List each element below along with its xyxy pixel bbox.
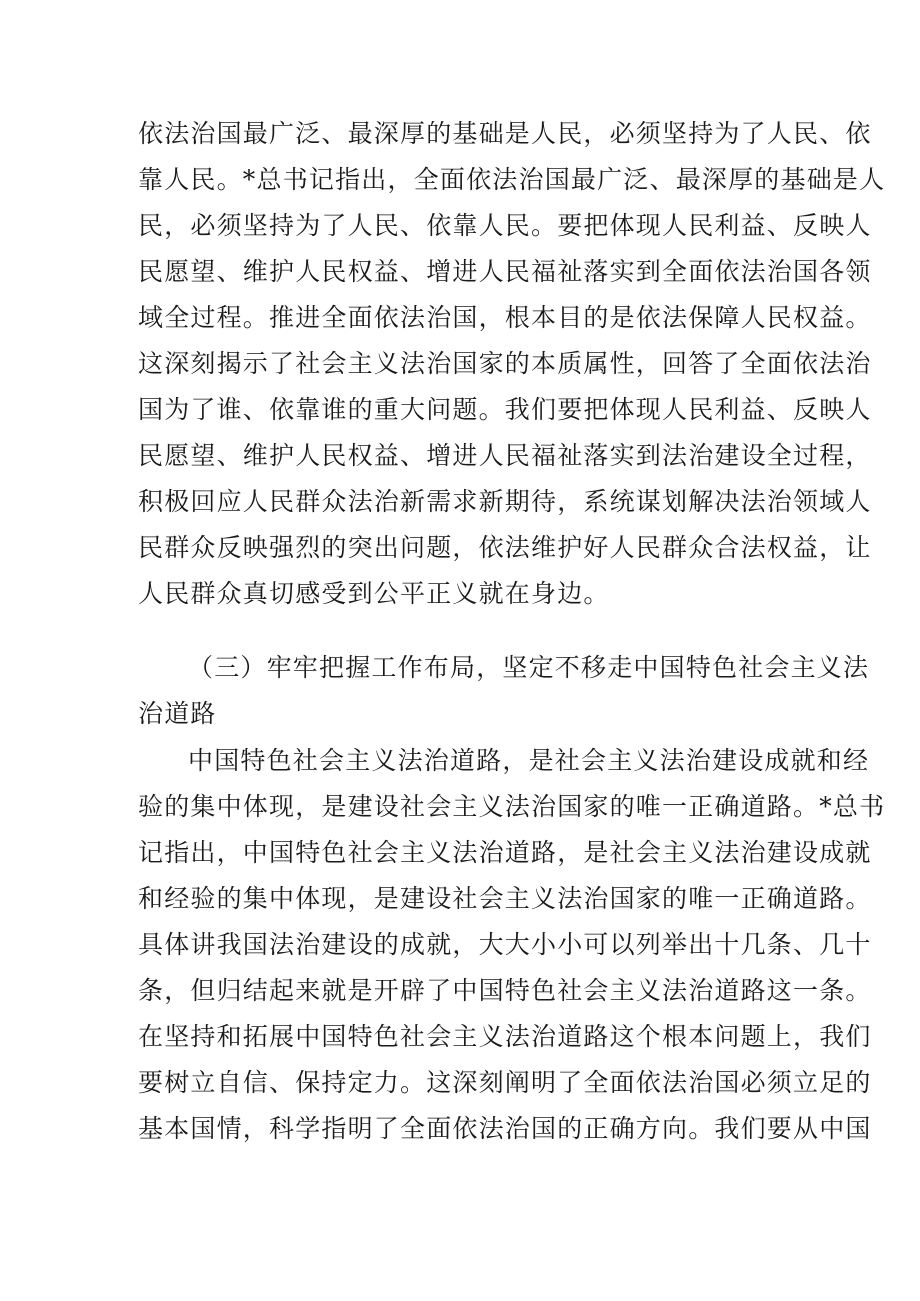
paragraph-line: 条，但归结起来就是开辟了中国特色社会主义法治道路这一条。 — [138, 976, 872, 1005]
paragraph-rule-of-law-path — [138, 738, 886, 1152]
paragraph-line: 依法治国最广泛、最深厚的基础是人民，必须坚持为了人民、依 — [138, 119, 872, 148]
paragraph-line: 和经验的集中体现，是建设社会主义法治国家的唯一正确道路。 — [138, 884, 872, 913]
paragraph-line: 人民群众真切感受到公平正义就在身边。 — [138, 579, 610, 608]
paragraph-line: 民，必须坚持为了人民、依靠人民。要把体现人民利益、反映人 — [138, 211, 872, 240]
paragraph-line: 民愿望、维护人民权益、增进人民福祉落实到法治建设全过程， — [138, 441, 872, 470]
paragraph-line: 在坚持和拓展中国特色社会主义法治道路这个根本问题上，我们 — [138, 1022, 872, 1051]
paragraph-line: 积极回应人民群众法治新需求新期待，系统谋划解决法治领域人 — [138, 487, 872, 516]
section-heading — [138, 645, 870, 737]
paragraph-line: 域全过程。推进全面依法治国，根本目的是依法保障人民权益。 — [138, 303, 872, 332]
paragraph-line: 中国特色社会主义法治道路，是社会主义法治建设成就和经 — [188, 746, 870, 775]
paragraph-line: 国为了谁、依靠谁的重大问题。我们要把体现人民利益、反映人 — [138, 395, 872, 424]
paragraph-line: 这深刻揭示了社会主义法治国家的本质属性，回答了全面依法治 — [138, 349, 872, 378]
paragraph-line: 民群众反映强烈的突出问题，依法维护好人民群众合法权益，让 — [138, 533, 872, 562]
heading-line: 治道路 — [138, 699, 217, 728]
heading-line: （三）牢牢把握工作布局，坚定不移走中国特色社会主义法 — [188, 653, 870, 682]
paragraph-line: 记指出，中国特色社会主义法治道路，是社会主义法治建设成就 — [138, 838, 872, 867]
paragraph-line: 验的集中体现，是建设社会主义法治国家的唯一正确道路。*总书 — [138, 792, 886, 821]
paragraph-line: 基本国情，科学指明了全面依法治国的正确方向。我们要从中国 — [138, 1114, 872, 1143]
paragraph-line: 靠人民。*总书记指出，全面依法治国最广泛、最深厚的基础是人 — [138, 165, 886, 194]
paragraph-line: 具体讲我国法治建设的成就，大大小小可以列举出十几条、几十 — [138, 930, 872, 959]
paragraph-line: 要树立自信、保持定力。这深刻阐明了全面依法治国必须立足的 — [138, 1068, 872, 1097]
paragraph-people-foundation — [138, 111, 886, 617]
paragraph-line: 民愿望、维护人民权益、增进人民福祉落实到全面依法治国各领 — [138, 257, 872, 286]
